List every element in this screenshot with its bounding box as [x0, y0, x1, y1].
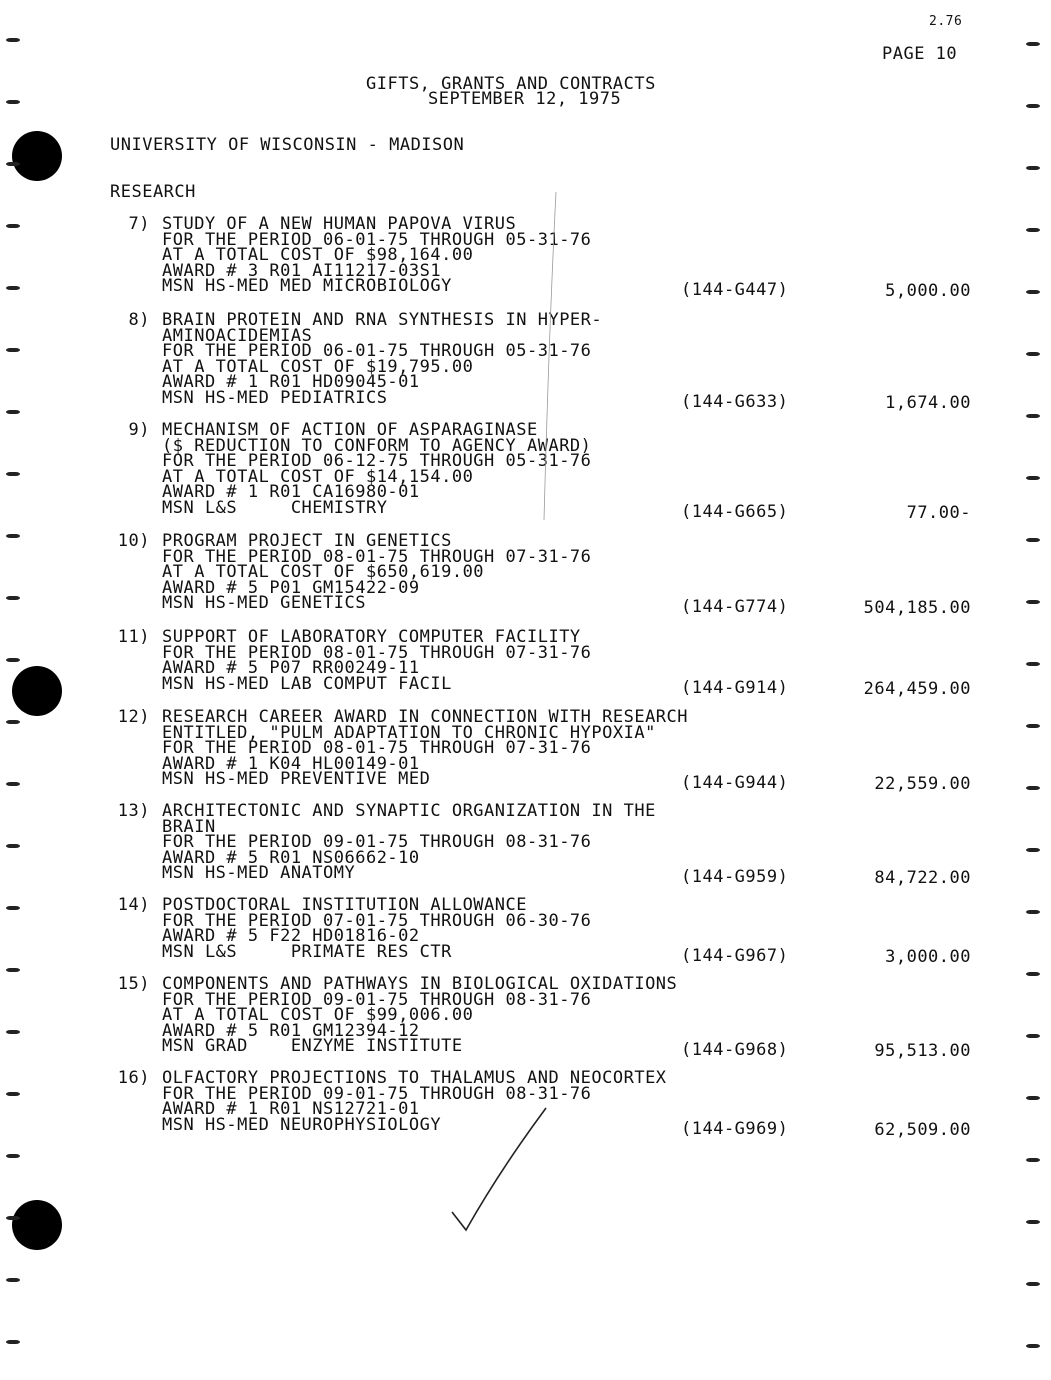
feed-mark — [1026, 724, 1040, 728]
feed-mark — [1026, 476, 1040, 480]
entry-text-line: AT A TOTAL COST OF $650,619.00 — [162, 562, 485, 583]
feed-mark — [6, 224, 20, 228]
punch-hole-bottom — [12, 1200, 62, 1250]
entry-number: 16) — [117, 1068, 150, 1088]
award-amount: 95,513.00 — [874, 1041, 971, 1062]
feed-mark — [6, 844, 20, 848]
entry-text-line: AWARD # 5 F22 HD01816-02 — [162, 926, 420, 947]
feed-mark — [1026, 848, 1040, 852]
feed-mark — [6, 1216, 20, 1220]
entry-text-line: MSN L&S CHEMISTRY — [162, 498, 388, 518]
feed-mark — [6, 658, 20, 662]
entry-text-line: MSN HS-MED NEUROPHYSIOLOGY — [162, 1114, 442, 1135]
award-amount: 84,722.00 — [874, 868, 971, 889]
entry-text-line: FOR THE PERIOD 09-01-75 THROUGH 08-31-76 — [162, 832, 592, 853]
section-heading: RESEARCH — [110, 182, 196, 202]
account-code: (144-G774) — [681, 597, 789, 618]
entry-number: 11) — [117, 627, 150, 647]
entry-text-line: FOR THE PERIOD 08-01-75 THROUGH 07-31-76 — [162, 738, 592, 759]
entry-text-line: ARCHITECTONIC AND SYNAPTIC ORGANIZATION IN THE — [162, 801, 656, 821]
feed-mark — [1026, 538, 1040, 542]
account-code: (144-G968) — [681, 1040, 789, 1061]
feed-mark — [6, 472, 20, 476]
feed-mark — [1026, 972, 1040, 976]
account-code: (144-G633) — [681, 392, 789, 412]
feed-mark — [6, 286, 20, 290]
punch-hole-middle — [12, 666, 62, 716]
entry-number: 7) — [128, 214, 150, 234]
entry-text-line: FOR THE PERIOD 08-01-75 THROUGH 07-31-76 — [162, 546, 592, 567]
feed-mark — [6, 38, 20, 42]
entry-text-line: AT A TOTAL COST OF $98,164.00 — [162, 245, 474, 266]
feed-mark — [1026, 910, 1040, 914]
award-amount: 77.00- — [906, 503, 971, 523]
entry-text-line: MSN HS-MED MED MICROBIOLOGY — [162, 276, 452, 297]
entry-text-line: AWARD # 5 P01 GM15422-09 — [162, 577, 420, 598]
entry-text-line: MSN HS-MED GENETICS — [162, 593, 366, 614]
account-code: (144-G969) — [681, 1118, 789, 1139]
account-code: (144-G967) — [681, 945, 789, 966]
corner-mark: 2.76 — [929, 14, 963, 29]
entry-text-line: MSN HS-MED ANATOMY — [162, 863, 356, 884]
entry-text-line: SUPPORT OF LABORATORY COMPUTER FACILITY — [162, 627, 581, 647]
entry-text-line: AWARD # 5 R01 NS06662-10 — [162, 847, 420, 868]
feed-mark — [6, 1092, 20, 1096]
entry-text-line: POSTDOCTORAL INSTITUTION ALLOWANCE — [162, 895, 527, 915]
entry-text-line: FOR THE PERIOD 09-01-75 THROUGH 08-31-76 — [162, 1083, 592, 1104]
entry-text-line: AT A TOTAL COST OF $99,006.00 — [162, 1005, 474, 1026]
entry-text-line: MECHANISM OF ACTION OF ASPARAGINASE — [162, 420, 538, 440]
award-amount: 504,185.00 — [863, 598, 971, 619]
entry-text-line: AWARD # 3 R01 AI11217-03S1 — [162, 260, 442, 281]
report-title: GIFTS, GRANTS AND CONTRACTS — [366, 74, 656, 94]
feed-mark — [6, 1278, 20, 1282]
feed-mark — [6, 1030, 20, 1034]
award-amount: 264,459.00 — [863, 678, 971, 699]
entry-number: 13) — [117, 801, 150, 821]
entry-text-line: FOR THE PERIOD 06-01-75 THROUGH 05-31-76 — [162, 341, 592, 362]
entry-text-line: AWARD # 5 R01 GM12394-12 — [162, 1020, 420, 1041]
entry-text-line: RESEARCH CAREER AWARD IN CONNECTION WITH RESEARCH — [162, 707, 689, 727]
feed-mark — [6, 162, 20, 166]
entry-text-line: FOR THE PERIOD 06-12-75 THROUGH 05-31-76 — [162, 451, 592, 472]
feed-mark — [1026, 1034, 1040, 1038]
feed-mark — [1026, 290, 1040, 294]
entry-text-line: STUDY OF A NEW HUMAN PAPOVA VIRUS — [162, 214, 517, 234]
feed-mark — [6, 534, 20, 538]
account-code: (144-G914) — [681, 677, 789, 698]
feed-mark — [1026, 228, 1040, 232]
feed-mark — [1026, 166, 1040, 170]
entry-text-line: AWARD # 1 K04 HL00149-01 — [162, 753, 420, 774]
account-code: (144-G447) — [681, 280, 789, 301]
award-amount: 1,674.00 — [885, 393, 971, 413]
entry-number: 10) — [117, 531, 150, 551]
entry-text-line: AT A TOTAL COST OF $14,154.00 — [162, 466, 474, 487]
feed-mark — [1026, 1158, 1040, 1162]
entry-text-line: MSN HS-MED PREVENTIVE MED — [162, 769, 431, 790]
entry-text-line: BRAIN PROTEIN AND RNA SYNTHESIS IN HYPER- — [162, 310, 603, 330]
entry-text-line: FOR THE PERIOD 07-01-75 THROUGH 06-30-76 — [162, 910, 592, 931]
award-amount: 3,000.00 — [885, 946, 971, 967]
feed-mark — [6, 348, 20, 352]
feed-mark — [6, 100, 20, 104]
entry-text-line: ENTITLED, "PULM ADAPTATION TO CHRONIC HYPOXIA" — [162, 722, 656, 743]
entry-text-line: MSN L&S PRIMATE RES CTR — [162, 941, 452, 962]
entry-text-line: AWARD # 1 R01 NS12721-01 — [162, 1099, 420, 1120]
entry-text-line: AWARD # 1 R01 HD09045-01 — [162, 372, 420, 393]
entry-number: 15) — [117, 974, 150, 994]
entry-text-line: MSN GRAD ENZYME INSTITUTE — [162, 1036, 463, 1057]
feed-mark — [1026, 1096, 1040, 1100]
feed-mark — [6, 720, 20, 724]
feed-mark — [1026, 104, 1040, 108]
entry-text-line: OLFACTORY PROJECTIONS TO THALAMUS AND NEOCORTEX — [162, 1068, 667, 1088]
award-amount: 22,559.00 — [874, 774, 971, 795]
feed-mark — [1026, 352, 1040, 356]
entry-text-line: FOR THE PERIOD 09-01-75 THROUGH 08-31-76 — [162, 989, 592, 1010]
feed-mark — [6, 1154, 20, 1158]
feed-mark — [6, 596, 20, 600]
feed-mark — [1026, 42, 1040, 46]
entry-text-line: AWARD # 1 R01 CA16980-01 — [162, 482, 420, 503]
feed-mark — [1026, 1282, 1040, 1286]
feed-mark — [6, 410, 20, 414]
account-code: (144-G959) — [681, 867, 789, 888]
institution-name: UNIVERSITY OF WISCONSIN - MADISON — [110, 135, 465, 155]
entry-number: 9) — [128, 420, 150, 440]
entry-text-line: AMINOACIDEMIAS — [162, 325, 313, 346]
feed-mark — [1026, 662, 1040, 666]
report-date: SEPTEMBER 12, 1975 — [428, 89, 622, 109]
entry-text-line: ($ REDUCTION TO CONFORM TO AGENCY AWARD) — [162, 435, 592, 456]
punch-hole-top — [12, 131, 62, 181]
entry-text-line: BRAIN — [162, 816, 216, 837]
entry-number: 8) — [128, 310, 150, 330]
entry-text-line: PROGRAM PROJECT IN GENETICS — [162, 531, 452, 551]
entry-text-line: AWARD # 5 P07 RR00249-11 — [162, 658, 420, 679]
feed-mark — [6, 906, 20, 910]
award-amount: 62,509.00 — [874, 1119, 971, 1140]
entry-number: 12) — [117, 707, 150, 727]
feed-mark — [6, 968, 20, 972]
entry-text-line: COMPONENTS AND PATHWAYS IN BIOLOGICAL OXIDATIONS — [162, 974, 678, 994]
account-code: (144-G665) — [681, 502, 789, 522]
entry-text-line: FOR THE PERIOD 06-01-75 THROUGH 05-31-76 — [162, 229, 592, 250]
feed-mark — [1026, 786, 1040, 790]
feed-mark — [6, 1340, 20, 1344]
award-amount: 5,000.00 — [885, 281, 971, 302]
entry-text-line: FOR THE PERIOD 08-01-75 THROUGH 07-31-76 — [162, 642, 592, 663]
entry-text-line: MSN HS-MED PEDIATRICS — [162, 388, 388, 408]
entry-text-line: MSN HS-MED LAB COMPUT FACIL — [162, 673, 452, 694]
account-code: (144-G944) — [681, 773, 789, 794]
feed-mark — [1026, 414, 1040, 418]
feed-mark — [1026, 1344, 1040, 1348]
feed-mark — [1026, 1220, 1040, 1224]
feed-mark — [6, 782, 20, 786]
entry-number: 14) — [117, 895, 150, 915]
page-number: PAGE 10 — [882, 44, 958, 64]
entry-text-line: AT A TOTAL COST OF $19,795.00 — [162, 356, 474, 377]
feed-mark — [1026, 600, 1040, 604]
